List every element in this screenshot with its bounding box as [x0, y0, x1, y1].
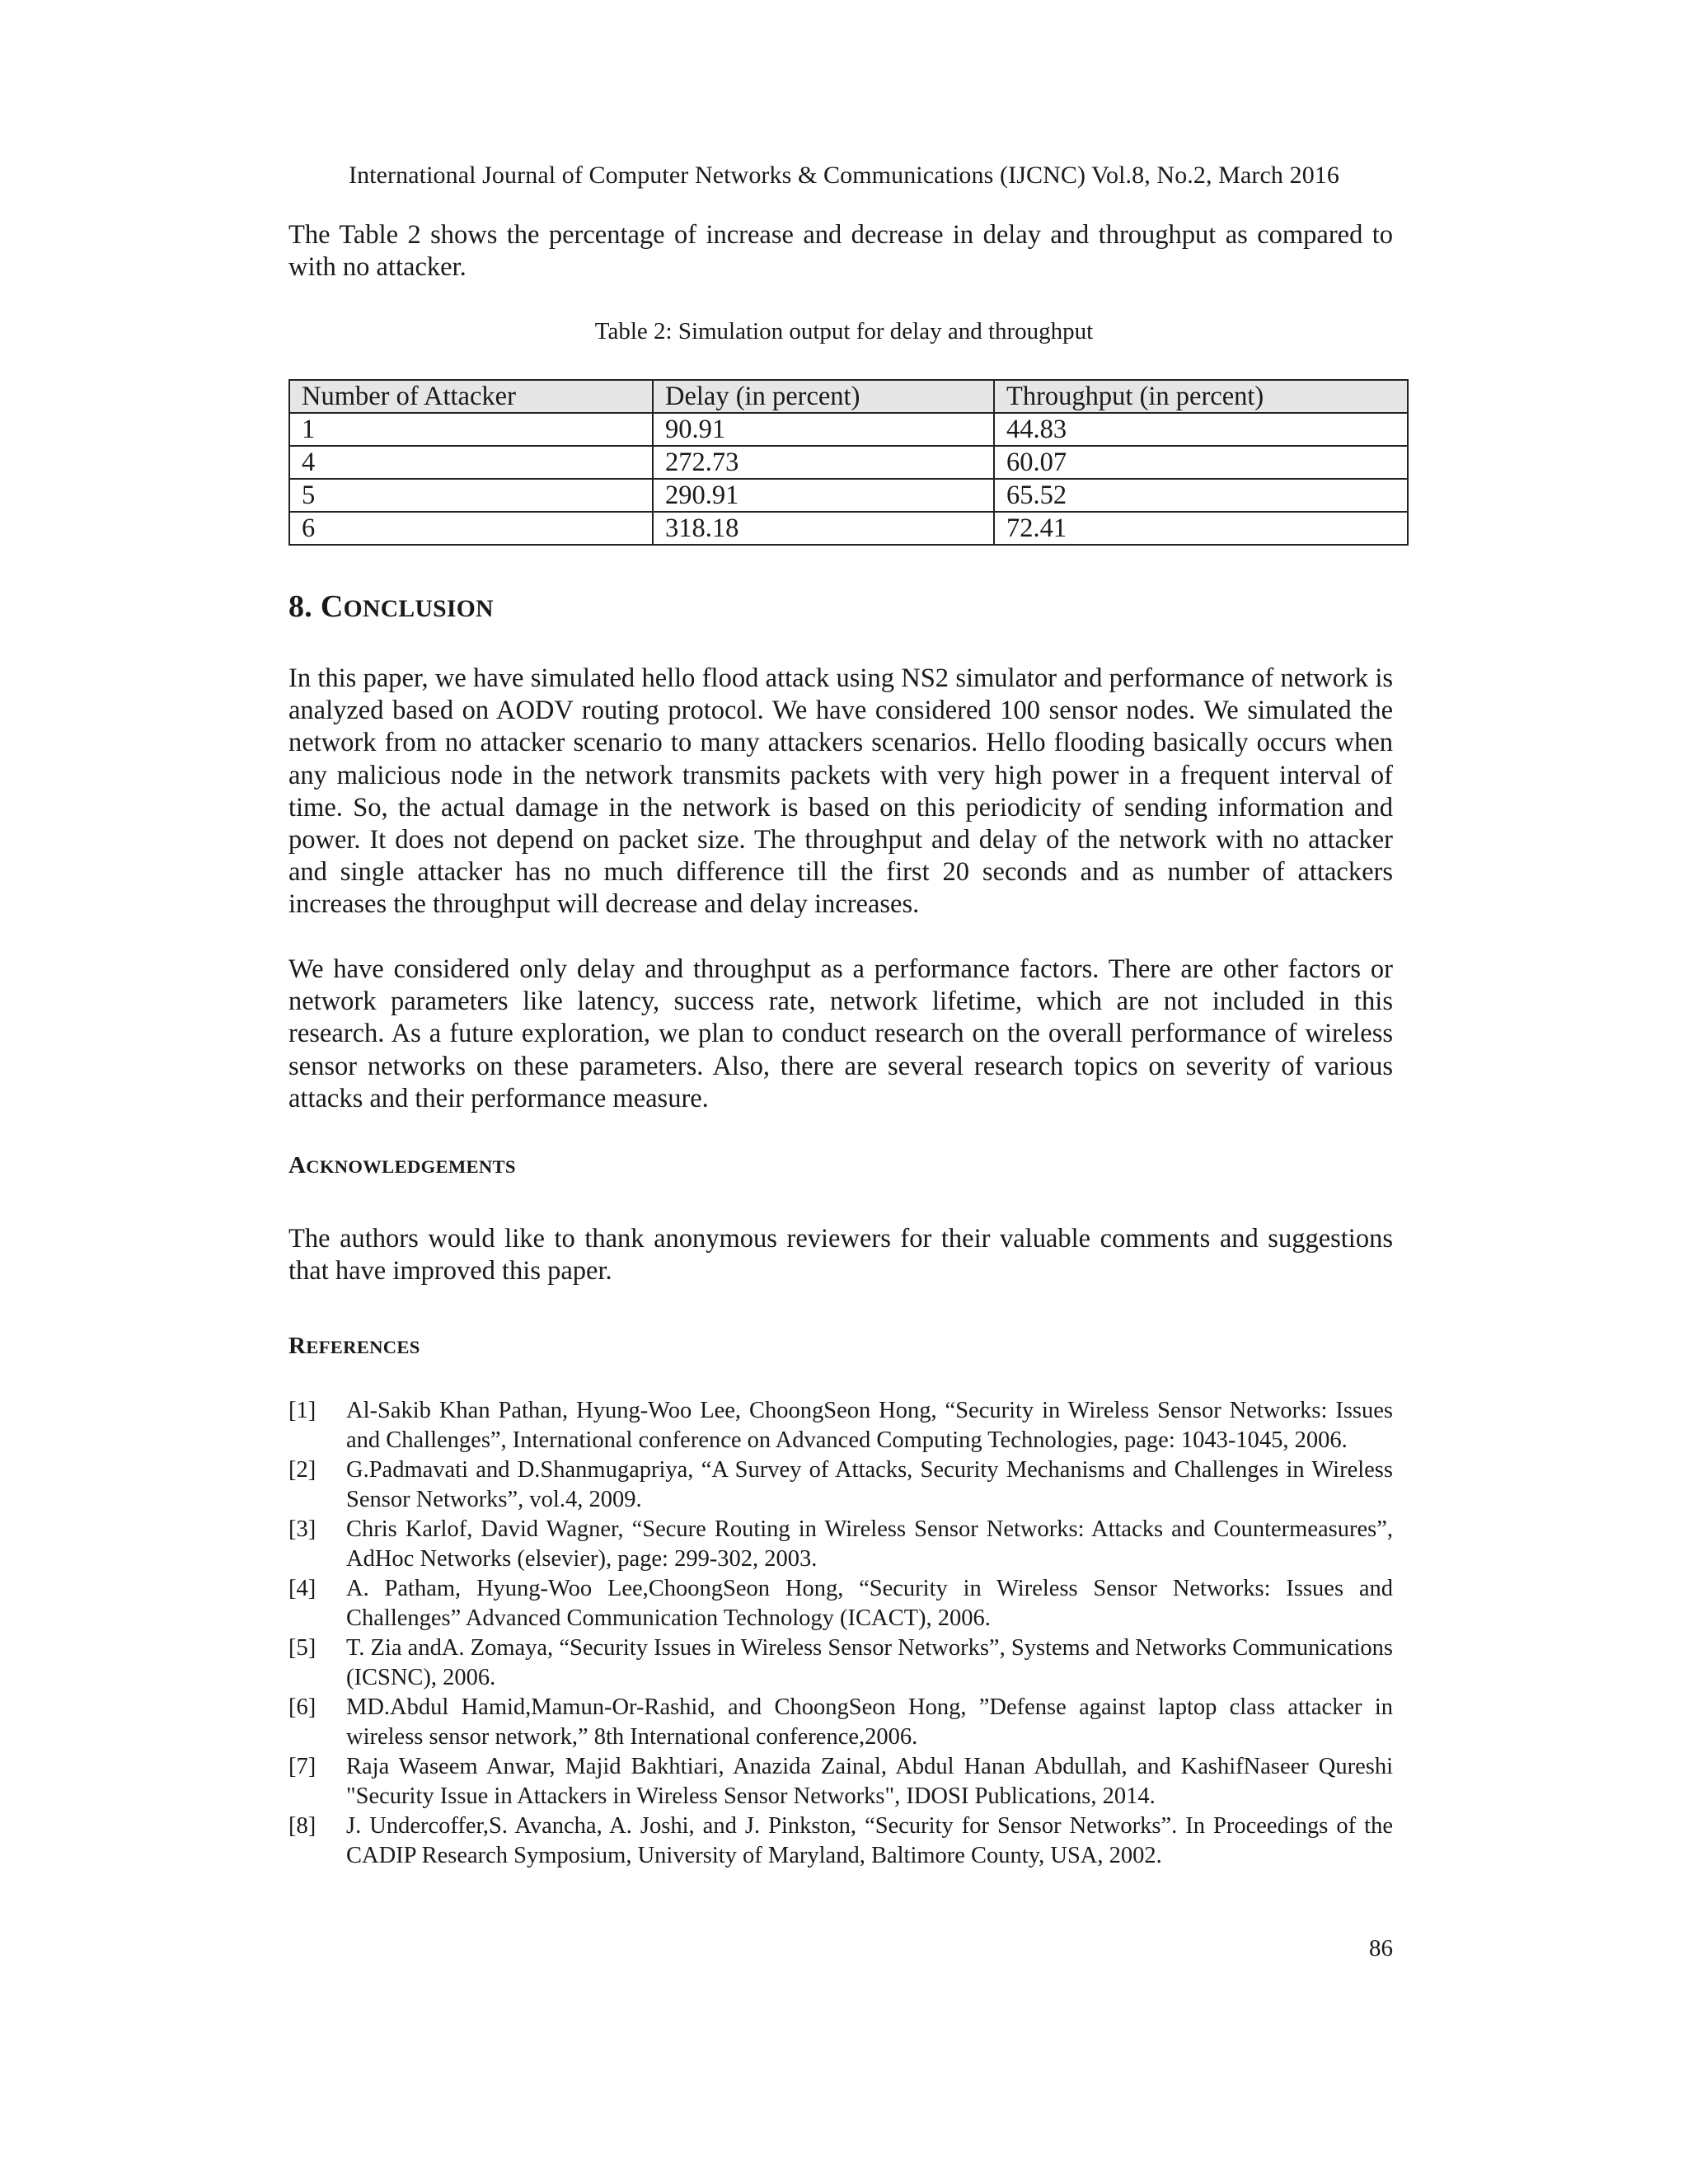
table-cell: 318.18 [653, 512, 994, 545]
reference-text: MD.Abdul Hamid,Mamun-Or-Rashid, and ChoongSeon Hong, ”Defense against laptop class attacker in wireless sensor network,” 8th International conference,2006. [346, 1694, 1393, 1750]
reference-text: Raja Waseem Anwar, Majid Bakhtiari, Anazida Zainal, Abdul Hanan Abdullah, and KashifNaseer Qureshi "Security Issue in Attackers in Wireless Sensor Networks", IDOSI Publications, 2014. [346, 1754, 1393, 1809]
references-heading [288, 1333, 1393, 1360]
simulation-table [288, 379, 1409, 546]
column-header: Throughput (in percent) [994, 380, 1408, 413]
heading-rest: EFERENCES [306, 1337, 420, 1357]
reference-item [288, 1693, 1393, 1752]
reference-number: [2] [288, 1457, 316, 1483]
reference-text: Chris Karlof, David Wagner, “Secure Routing in Wireless Sensor Networks: Attacks and Countermeasures”, AdHoc Networks (elsevier), page: 299-302, 2003. [346, 1516, 1393, 1572]
reference-item [288, 1752, 1393, 1811]
acknowledgements-paragraph: The authors would like to thank anonymous reviewers for their valuable comments and suggestions that have improved this paper. [288, 1224, 1393, 1286]
column-header: Delay (in percent) [653, 380, 994, 413]
running-head: International Journal of Computer Networks & Communications (IJCNC) Vol.8, No.2, March 2016 [348, 162, 1339, 189]
table-cell: 72.41 [994, 512, 1408, 545]
reference-text: G.Padmavati and D.Shanmugapriya, “A Survey of Attacks, Security Mechanisms and Challenges in Wireless Sensor Networks”, vol.4, 2009. [346, 1457, 1393, 1512]
reference-number: [8] [288, 1813, 316, 1839]
heading-initial: R [288, 1333, 307, 1359]
table-cell: 65.52 [994, 479, 1408, 512]
reference-text: J. Undercoffer,S. Avancha, A. Joshi, and J. Pinkston, “Security for Sensor Networks”. In Proceedings of the CADIP Research Symposium, University of Maryland, Baltimore County, USA, 2002. [346, 1813, 1393, 1868]
table-row [289, 413, 1408, 446]
heading-rest: CKNOWLEDGEMENTS [306, 1156, 516, 1177]
reference-item [288, 1574, 1393, 1633]
conclusion-heading [288, 588, 1393, 625]
reference-list [288, 1396, 1393, 1871]
reference-item [288, 1515, 1393, 1574]
reference-item [288, 1455, 1393, 1515]
column-header: Number of Attacker [289, 380, 653, 413]
reference-text: A. Patham, Hyung-Woo Lee,ChoongSeon Hong, “Security in Wireless Sensor Networks: Issues and Challenges” Advanced Communication Technology (ICACT), 2006. [346, 1576, 1393, 1631]
intro-paragraph: The Table 2 shows the percentage of increase and decrease in delay and throughput as compared to with no attacker. [288, 220, 1393, 283]
reference-number: [6] [288, 1694, 316, 1720]
reference-number: [3] [288, 1516, 316, 1542]
table-caption: Table 2: Simulation output for delay and throughput [594, 318, 1094, 344]
table-cell: 6 [289, 512, 653, 545]
reference-number: [4] [288, 1576, 316, 1601]
section-number: 8. [288, 589, 313, 624]
conclusion-paragraph-1: In this paper, we have simulated hello flood attack using NS2 simulator and performance of network is analyzed based on AODV routing protocol. We have considered 100 sensor nodes. We simulated the network from no attacker scenario to many attackers scenarios. Hello flooding basically occurs when any malicious node in the network transmits packets with very high power in a frequent interval of time. So, the actual damage in the network is based on this periodicity of sending information and power. It does not depend on packet size. The throughput and delay of the network with no attacker and single attacker has no much difference till the first 20 seconds and as number of attackers increases the throughput will decrease and delay increases. [288, 663, 1393, 920]
reference-number: [5] [288, 1635, 316, 1661]
table-header-row [289, 380, 1408, 413]
table-cell: 60.07 [994, 446, 1408, 479]
heading-initial: A [288, 1152, 307, 1179]
conclusion-paragraph-2: We have considered only delay and throughput as a performance factors. There are other factors or network parameters like latency, success rate, network lifetime, which are not included in this research. As a future exploration, we plan to conduct research on the overall performance of wireless sensor networks on these parameters. Also, there are several research topics on severity of various attacks and their performance measure. [288, 954, 1393, 1113]
page-number: 86 [1369, 1935, 1393, 1961]
reference-number: [1] [288, 1398, 316, 1423]
reference-item [288, 1811, 1393, 1871]
reference-item [288, 1396, 1393, 1455]
table-cell: 44.83 [994, 413, 1408, 446]
table-row [289, 512, 1408, 545]
acknowledgements-heading [288, 1152, 1393, 1179]
table-cell: 272.73 [653, 446, 994, 479]
reference-text: Al-Sakib Khan Pathan, Hyung-Woo Lee, ChoongSeon Hong, “Security in Wireless Sensor Networks: Issues and Challenges”, International conference on Advanced Computing Technologies, page: 1043-1045, 2006. [346, 1398, 1393, 1453]
table-cell: 90.91 [653, 413, 994, 446]
table-cell: 1 [289, 413, 653, 446]
table-row [289, 479, 1408, 512]
table-row [289, 446, 1408, 479]
table-cell: 290.91 [653, 479, 994, 512]
heading-initial: C [320, 589, 344, 624]
heading-rest: ONCLUSION [343, 596, 494, 622]
table-cell: 5 [289, 479, 653, 512]
reference-text: T. Zia andA. Zomaya, “Security Issues in Wireless Sensor Networks”, Systems and Networks Communications (ICSNC), 2006. [346, 1635, 1393, 1690]
reference-number: [7] [288, 1754, 316, 1779]
table-cell: 4 [289, 446, 653, 479]
reference-item [288, 1633, 1393, 1693]
